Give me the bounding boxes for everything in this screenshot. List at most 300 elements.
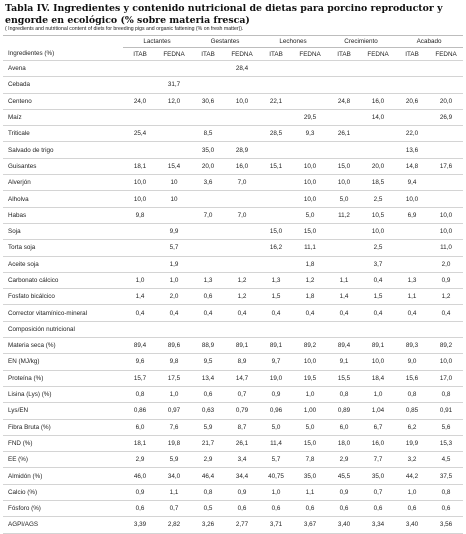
value-cell: 3,4 bbox=[225, 452, 259, 468]
value-cell: 1,0 bbox=[259, 484, 293, 500]
value-cell: 2,0 bbox=[157, 289, 191, 305]
table-row bbox=[3, 435, 463, 451]
value-cell: 28,5 bbox=[259, 126, 293, 142]
table-row bbox=[3, 419, 463, 435]
value-cell: 16,2 bbox=[259, 240, 293, 256]
value-cell: 3,67 bbox=[293, 517, 327, 533]
row-label: FND (%) bbox=[3, 435, 123, 451]
row-label: EN (MJ/kg) bbox=[3, 354, 123, 370]
value-cell bbox=[259, 191, 293, 207]
row-label: Centeno bbox=[3, 93, 123, 109]
value-cell: 3,6 bbox=[191, 175, 225, 191]
value-cell: 18,1 bbox=[123, 158, 157, 174]
value-cell: 0,86 bbox=[123, 403, 157, 419]
value-cell: 0,6 bbox=[259, 501, 293, 517]
value-cell: 46,4 bbox=[191, 468, 225, 484]
row-label: Almidón (%) bbox=[3, 468, 123, 484]
subheader-row bbox=[3, 48, 463, 61]
value-cell: 16,0 bbox=[225, 158, 259, 174]
value-cell bbox=[191, 240, 225, 256]
value-cell: 3,40 bbox=[395, 517, 429, 533]
value-cell: 1,00 bbox=[293, 403, 327, 419]
value-cell: 10,0 bbox=[327, 175, 361, 191]
row-label: EE (%) bbox=[3, 452, 123, 468]
value-cell: 15,0 bbox=[293, 223, 327, 239]
value-cell: 3,7 bbox=[361, 256, 395, 272]
value-cell: 3,2 bbox=[395, 452, 429, 468]
table-row bbox=[3, 256, 463, 272]
table-row bbox=[3, 77, 463, 93]
table-row bbox=[3, 403, 463, 419]
table-row bbox=[3, 109, 463, 125]
value-cell: 1,4 bbox=[327, 289, 361, 305]
row-label: Materia seca (%) bbox=[3, 338, 123, 354]
value-cell: 22,0 bbox=[395, 126, 429, 142]
value-cell bbox=[327, 109, 361, 125]
value-cell: 2,82 bbox=[157, 517, 191, 533]
value-cell: 44,2 bbox=[395, 468, 429, 484]
value-cell: 15,1 bbox=[259, 158, 293, 174]
value-cell bbox=[191, 223, 225, 239]
table-row bbox=[3, 240, 463, 256]
value-cell: 15,5 bbox=[327, 370, 361, 386]
value-cell: 0,6 bbox=[191, 386, 225, 402]
value-cell bbox=[429, 175, 463, 191]
value-cell: 34,0 bbox=[157, 468, 191, 484]
value-cell: 15,4 bbox=[157, 158, 191, 174]
table-row bbox=[3, 354, 463, 370]
group-gestantes: Gestantes bbox=[191, 36, 259, 48]
value-cell bbox=[123, 61, 157, 77]
value-cell bbox=[225, 321, 259, 337]
value-cell bbox=[395, 240, 429, 256]
value-cell bbox=[293, 93, 327, 109]
value-cell: 21,7 bbox=[191, 435, 225, 451]
value-cell: 0,9 bbox=[327, 484, 361, 500]
value-cell: 0,6 bbox=[327, 501, 361, 517]
value-cell: 9,8 bbox=[157, 354, 191, 370]
value-cell: 2,0 bbox=[429, 256, 463, 272]
table-row bbox=[3, 272, 463, 288]
row-label: Composición nutricional bbox=[3, 321, 123, 337]
value-cell: 5,0 bbox=[293, 419, 327, 435]
value-cell: 3,34 bbox=[361, 517, 395, 533]
row-label: Cebada bbox=[3, 77, 123, 93]
value-cell: 0,9 bbox=[123, 484, 157, 500]
value-cell: 46,0 bbox=[123, 468, 157, 484]
value-cell: 10,0 bbox=[293, 175, 327, 191]
value-cell: 15,6 bbox=[395, 370, 429, 386]
value-cell: 0,85 bbox=[395, 403, 429, 419]
value-cell: 25,4 bbox=[123, 126, 157, 142]
value-cell: 18,4 bbox=[361, 370, 395, 386]
value-cell: 5,7 bbox=[157, 240, 191, 256]
value-cell: 6,0 bbox=[123, 419, 157, 435]
value-cell: 2,5 bbox=[361, 240, 395, 256]
value-cell: 17,5 bbox=[157, 370, 191, 386]
row-label: Alholva bbox=[3, 191, 123, 207]
value-cell bbox=[293, 61, 327, 77]
value-cell: 0,4 bbox=[327, 305, 361, 321]
value-cell bbox=[191, 191, 225, 207]
value-cell: 10,0 bbox=[293, 158, 327, 174]
value-cell: 26,1 bbox=[327, 126, 361, 142]
nutrition-table bbox=[3, 35, 463, 534]
value-cell: 5,0 bbox=[293, 207, 327, 223]
value-cell bbox=[259, 256, 293, 272]
value-cell: 15,7 bbox=[123, 370, 157, 386]
value-cell bbox=[429, 61, 463, 77]
value-cell: 9,6 bbox=[123, 354, 157, 370]
document-page bbox=[3, 3, 463, 534]
value-cell: 5,6 bbox=[429, 419, 463, 435]
value-cell: 16,0 bbox=[361, 93, 395, 109]
value-cell bbox=[395, 109, 429, 125]
value-cell: 1,1 bbox=[293, 484, 327, 500]
value-cell: 1,2 bbox=[225, 272, 259, 288]
value-cell: 10,0 bbox=[123, 191, 157, 207]
value-cell bbox=[225, 256, 259, 272]
value-cell bbox=[361, 126, 395, 142]
value-cell bbox=[327, 256, 361, 272]
value-cell: 5,0 bbox=[259, 419, 293, 435]
value-cell: 8,7 bbox=[225, 419, 259, 435]
value-cell: 0,89 bbox=[327, 403, 361, 419]
value-cell bbox=[327, 142, 361, 158]
value-cell: 19,5 bbox=[293, 370, 327, 386]
value-cell bbox=[123, 321, 157, 337]
table-row bbox=[3, 386, 463, 402]
value-cell: 45,5 bbox=[327, 468, 361, 484]
value-cell: 7,0 bbox=[225, 207, 259, 223]
value-cell bbox=[395, 223, 429, 239]
value-cell: 19,8 bbox=[157, 435, 191, 451]
value-cell bbox=[361, 61, 395, 77]
value-cell: 89,1 bbox=[259, 338, 293, 354]
value-cell: 10,0 bbox=[361, 354, 395, 370]
value-cell: 1,5 bbox=[361, 289, 395, 305]
subhead-cell: ITAB bbox=[259, 48, 293, 61]
value-cell: 0,4 bbox=[361, 272, 395, 288]
value-cell: 18,1 bbox=[123, 435, 157, 451]
table-row bbox=[3, 452, 463, 468]
value-cell: 1,4 bbox=[123, 289, 157, 305]
value-cell: 0,7 bbox=[157, 501, 191, 517]
table-row bbox=[3, 207, 463, 223]
value-cell: 5,9 bbox=[157, 452, 191, 468]
value-cell: 2,9 bbox=[191, 452, 225, 468]
row-label: Maíz bbox=[3, 109, 123, 125]
value-cell: 6,2 bbox=[395, 419, 429, 435]
value-cell: 10 bbox=[157, 191, 191, 207]
value-cell: 0,8 bbox=[191, 484, 225, 500]
value-cell: 0,9 bbox=[225, 484, 259, 500]
value-cell: 0,4 bbox=[361, 305, 395, 321]
value-cell bbox=[259, 175, 293, 191]
value-cell: 9,1 bbox=[327, 354, 361, 370]
row-label: Corrector vitamínico-mineral bbox=[3, 305, 123, 321]
value-cell: 3,39 bbox=[123, 517, 157, 533]
value-cell: 18,0 bbox=[327, 435, 361, 451]
subhead-cell: ITAB bbox=[123, 48, 157, 61]
value-cell bbox=[361, 77, 395, 93]
value-cell bbox=[191, 77, 225, 93]
value-cell: 0,6 bbox=[429, 501, 463, 517]
value-cell: 1,5 bbox=[259, 289, 293, 305]
value-cell bbox=[123, 256, 157, 272]
value-cell: 0,4 bbox=[395, 305, 429, 321]
value-cell: 17,0 bbox=[429, 370, 463, 386]
value-cell: 1,3 bbox=[259, 272, 293, 288]
value-cell bbox=[157, 61, 191, 77]
table-row bbox=[3, 93, 463, 109]
value-cell: 1,1 bbox=[157, 484, 191, 500]
value-cell: 1,0 bbox=[293, 386, 327, 402]
table-row bbox=[3, 126, 463, 142]
value-cell: 1,0 bbox=[361, 386, 395, 402]
value-cell: 89,3 bbox=[395, 338, 429, 354]
row-label: Aceite soja bbox=[3, 256, 123, 272]
value-cell bbox=[123, 109, 157, 125]
value-cell: 1,8 bbox=[293, 289, 327, 305]
value-cell: 15,3 bbox=[429, 435, 463, 451]
value-cell bbox=[429, 191, 463, 207]
value-cell bbox=[191, 109, 225, 125]
value-cell: 3,56 bbox=[429, 517, 463, 533]
value-cell: 89,4 bbox=[327, 338, 361, 354]
value-cell bbox=[429, 142, 463, 158]
group-header-row bbox=[3, 36, 463, 48]
value-cell: 17,6 bbox=[429, 158, 463, 174]
value-cell: 0,6 bbox=[293, 501, 327, 517]
value-cell: 0,9 bbox=[429, 272, 463, 288]
table-caption-title: Tabla IV. Ingredientes y contenido nutricional de dietas para porcino reproductor y engorde en ecológico (% sobre materia fresca) bbox=[5, 3, 443, 26]
table-row bbox=[3, 158, 463, 174]
value-cell: 0,7 bbox=[225, 386, 259, 402]
value-cell: 9,4 bbox=[395, 175, 429, 191]
value-cell bbox=[225, 109, 259, 125]
row-label: Fósforo (%) bbox=[3, 501, 123, 517]
value-cell bbox=[123, 240, 157, 256]
value-cell: 0,7 bbox=[361, 484, 395, 500]
value-cell bbox=[225, 240, 259, 256]
value-cell: 0,96 bbox=[259, 403, 293, 419]
value-cell bbox=[361, 142, 395, 158]
value-cell: 1,3 bbox=[191, 272, 225, 288]
value-cell: 10,0 bbox=[123, 175, 157, 191]
value-cell: 1,8 bbox=[293, 256, 327, 272]
value-cell bbox=[361, 321, 395, 337]
value-cell bbox=[191, 256, 225, 272]
value-cell bbox=[395, 256, 429, 272]
value-cell: 89,1 bbox=[225, 338, 259, 354]
value-cell: 0,8 bbox=[123, 386, 157, 402]
value-cell bbox=[429, 77, 463, 93]
value-cell bbox=[225, 126, 259, 142]
value-cell: 1,2 bbox=[293, 272, 327, 288]
value-cell: 28,4 bbox=[225, 61, 259, 77]
value-cell: 2,9 bbox=[123, 452, 157, 468]
value-cell: 9,9 bbox=[157, 223, 191, 239]
value-cell: 0,4 bbox=[429, 305, 463, 321]
value-cell: 0,6 bbox=[395, 501, 429, 517]
value-cell: 2,9 bbox=[327, 452, 361, 468]
value-cell: 10,0 bbox=[395, 191, 429, 207]
value-cell bbox=[191, 61, 225, 77]
value-cell: 26,1 bbox=[225, 435, 259, 451]
row-label: Calcio (%) bbox=[3, 484, 123, 500]
value-cell: 1,0 bbox=[157, 386, 191, 402]
value-cell: 24,8 bbox=[327, 93, 361, 109]
value-cell: 19,9 bbox=[395, 435, 429, 451]
row-label: Salvado de trigo bbox=[3, 142, 123, 158]
value-cell bbox=[327, 240, 361, 256]
value-cell: 0,8 bbox=[327, 386, 361, 402]
value-cell: 31,7 bbox=[157, 77, 191, 93]
subhead-cell: ITAB bbox=[191, 48, 225, 61]
value-cell bbox=[429, 321, 463, 337]
value-cell bbox=[123, 142, 157, 158]
value-cell: 89,1 bbox=[361, 338, 395, 354]
value-cell: 0,79 bbox=[225, 403, 259, 419]
value-cell: 14,8 bbox=[395, 158, 429, 174]
row-label: AGPI/AGS bbox=[3, 517, 123, 533]
value-cell: 15,0 bbox=[327, 158, 361, 174]
value-cell bbox=[259, 61, 293, 77]
value-cell: 0,8 bbox=[429, 484, 463, 500]
value-cell: 29,5 bbox=[293, 109, 327, 125]
value-cell bbox=[259, 142, 293, 158]
value-cell bbox=[395, 321, 429, 337]
table-row bbox=[3, 370, 463, 386]
value-cell bbox=[327, 61, 361, 77]
subhead-cell: FEDNA bbox=[225, 48, 259, 61]
value-cell: 1,0 bbox=[157, 272, 191, 288]
value-cell: 8,5 bbox=[191, 126, 225, 142]
value-cell: 14,0 bbox=[361, 109, 395, 125]
value-cell: 15,0 bbox=[259, 223, 293, 239]
value-cell: 11,1 bbox=[293, 240, 327, 256]
value-cell bbox=[225, 77, 259, 93]
value-cell: 7,7 bbox=[361, 452, 395, 468]
value-cell: 9,0 bbox=[395, 354, 429, 370]
table-row bbox=[3, 289, 463, 305]
value-cell bbox=[327, 77, 361, 93]
value-cell: 4,5 bbox=[429, 452, 463, 468]
row-label: Torta soja bbox=[3, 240, 123, 256]
value-cell: 0,6 bbox=[123, 501, 157, 517]
value-cell: 10,0 bbox=[429, 207, 463, 223]
table-row bbox=[3, 305, 463, 321]
value-cell: 10,0 bbox=[225, 93, 259, 109]
value-cell bbox=[157, 109, 191, 125]
group-acabado: Acabado bbox=[395, 36, 463, 48]
group-lactantes: Lactantes bbox=[123, 36, 191, 48]
value-cell: 0,4 bbox=[191, 305, 225, 321]
value-cell bbox=[259, 77, 293, 93]
value-cell: 5,0 bbox=[327, 191, 361, 207]
row-label: Avena bbox=[3, 61, 123, 77]
value-cell bbox=[225, 223, 259, 239]
value-cell bbox=[157, 126, 191, 142]
row-label: Fosfato bicálcico bbox=[3, 289, 123, 305]
value-cell: 0,6 bbox=[361, 501, 395, 517]
value-cell: 20,0 bbox=[191, 158, 225, 174]
subhead-cell: FEDNA bbox=[429, 48, 463, 61]
value-cell bbox=[395, 61, 429, 77]
table-row bbox=[3, 338, 463, 354]
value-cell: 0,6 bbox=[191, 289, 225, 305]
table-row bbox=[3, 501, 463, 517]
subhead-cell: FEDNA bbox=[293, 48, 327, 61]
value-cell: 0,63 bbox=[191, 403, 225, 419]
value-cell: 5,7 bbox=[259, 452, 293, 468]
table-row bbox=[3, 142, 463, 158]
value-cell: 10,0 bbox=[429, 223, 463, 239]
value-cell: 6,0 bbox=[327, 419, 361, 435]
value-cell: 1,2 bbox=[225, 289, 259, 305]
table-row bbox=[3, 517, 463, 533]
value-cell: 7,8 bbox=[293, 452, 327, 468]
value-cell: 35,0 bbox=[293, 468, 327, 484]
value-cell: 15,0 bbox=[293, 435, 327, 451]
value-cell bbox=[225, 191, 259, 207]
value-cell: 20,6 bbox=[395, 93, 429, 109]
value-cell: 0,9 bbox=[259, 386, 293, 402]
value-cell: 0,97 bbox=[157, 403, 191, 419]
value-cell bbox=[429, 126, 463, 142]
value-cell bbox=[259, 207, 293, 223]
value-cell bbox=[157, 207, 191, 223]
value-cell bbox=[157, 321, 191, 337]
row-label: Soja bbox=[3, 223, 123, 239]
table-caption-subtitle: ( Ingredients and nutritional content of diets for breeding pigs and organic fattening (% on fresh matter)). bbox=[5, 26, 244, 32]
value-cell bbox=[327, 223, 361, 239]
row-label: Proteína (%) bbox=[3, 370, 123, 386]
value-cell: 8,9 bbox=[225, 354, 259, 370]
value-cell: 10,0 bbox=[429, 354, 463, 370]
value-cell: 3,40 bbox=[327, 517, 361, 533]
value-cell: 20,0 bbox=[361, 158, 395, 174]
subhead-cell: FEDNA bbox=[361, 48, 395, 61]
value-cell: 35,0 bbox=[191, 142, 225, 158]
value-cell: 0,6 bbox=[225, 501, 259, 517]
value-cell: 89,6 bbox=[157, 338, 191, 354]
value-cell: 9,5 bbox=[191, 354, 225, 370]
table-row bbox=[3, 175, 463, 191]
value-cell bbox=[259, 109, 293, 125]
value-cell: 0,4 bbox=[157, 305, 191, 321]
value-cell: 6,7 bbox=[361, 419, 395, 435]
table-row bbox=[3, 223, 463, 239]
value-cell bbox=[293, 142, 327, 158]
value-cell: 1,0 bbox=[123, 272, 157, 288]
row-label: Carbonato cálcico bbox=[3, 272, 123, 288]
value-cell: 7,0 bbox=[191, 207, 225, 223]
group-lechones: Lechones bbox=[259, 36, 327, 48]
value-cell: 5,9 bbox=[191, 419, 225, 435]
subhead-cell: ITAB bbox=[327, 48, 361, 61]
header-ingredients: Ingredientes (%) bbox=[3, 48, 123, 61]
row-label: Alverjón bbox=[3, 175, 123, 191]
value-cell: 13,6 bbox=[395, 142, 429, 158]
value-cell bbox=[327, 321, 361, 337]
value-cell: 10 bbox=[157, 175, 191, 191]
value-cell: 11,0 bbox=[429, 240, 463, 256]
value-cell bbox=[293, 321, 327, 337]
value-cell: 2,77 bbox=[225, 517, 259, 533]
value-cell bbox=[293, 77, 327, 93]
